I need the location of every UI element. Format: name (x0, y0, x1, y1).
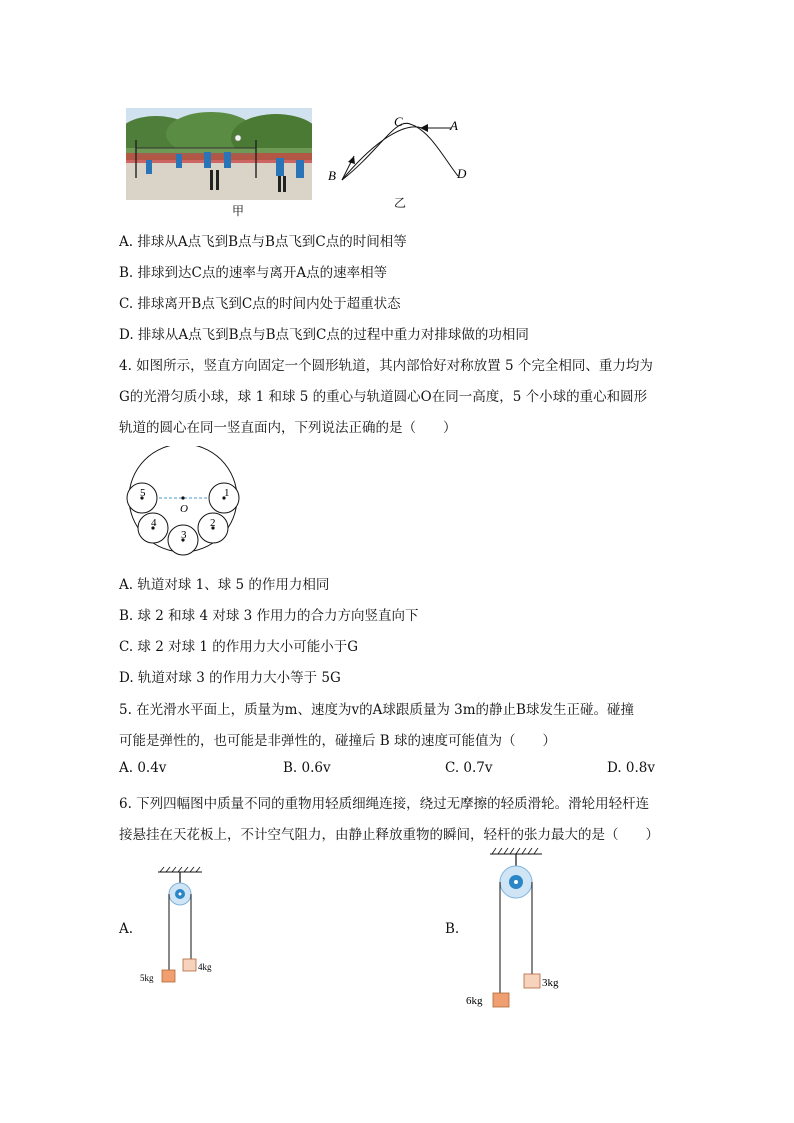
ball-2-label: 2 (210, 517, 216, 529)
q3-option-d: D. 排球从A点飞到B点与B点飞到C点的过程中重力对排球做的功相同 (119, 327, 529, 343)
label-d: D (457, 166, 467, 181)
q5-option-a: A. 0.4v (119, 760, 167, 776)
label-b: B (328, 168, 336, 183)
mass-a-left: 5kg (140, 973, 154, 983)
diagram-caption: 乙 (394, 196, 407, 210)
q6-stem-line2: 接悬挂在天花板上，不计空气阻力，由静止释放重物的瞬间，轻杆的张力最大的是（ ） (119, 827, 659, 843)
q4-option-d: D. 轨道对球 3 的作用力大小等于 5G (119, 670, 341, 686)
q5-stem-line2: 可能是弹性的，也可能是非弹性的，碰撞后 B 球的速度可能值为（ ） (119, 733, 557, 749)
q5-option-d: D. 0.8v (607, 760, 656, 776)
q3-option-a: A. 排球从A点飞到B点与B点飞到C点的时间相等 (119, 234, 407, 250)
mass-b-left: 6kg (466, 995, 483, 1007)
pulley-diagram-b (464, 846, 584, 1012)
q5-stem-line1: 5. 在光滑水平面上，质量为m、速度为v的A球跟质量为 3m的静止B球发生正碰。碰撞 (119, 702, 634, 718)
ball-5-label: 5 (140, 487, 146, 499)
q4-stem-line3: 轨道的圆心在同一竖直面内，下列说法正确的是（ ） (119, 420, 457, 436)
label-c: C (394, 114, 403, 129)
pulley-diagram-a (136, 866, 246, 990)
volleyball-photo (126, 108, 312, 200)
mass-b-right: 3kg (542, 977, 559, 989)
ball-4-label: 4 (151, 517, 157, 529)
center-o-label: O (180, 503, 188, 515)
mass-a-right: 4kg (198, 962, 212, 972)
q6-option-b-label: B. (445, 921, 460, 937)
q6-option-a-label: A. (119, 921, 134, 937)
q3-option-b: B. 排球到达C点的速率与离开A点的速率相等 (119, 265, 388, 281)
q5-option-c: C. 0.7v (445, 760, 493, 776)
q4-option-c: C. 球 2 对球 1 的作用力大小可能小于G (119, 639, 359, 655)
trajectory-diagram (320, 110, 480, 190)
q4-option-b: B. 球 2 和球 4 对球 3 作用力的合力方向竖直向下 (119, 608, 419, 624)
q6-stem-line1: 6. 下列四幅图中质量不同的重物用轻质细绳连接，绕过无摩擦的轻质滑轮。滑轮用轻杆连 (119, 796, 650, 812)
q4-stem-line2: G的光滑匀质小球，球 1 和球 5 的重心与轨道圆心O在同一高度，5 个小球的重心和圆形 (119, 389, 648, 405)
ball-3-label: 3 (181, 529, 187, 541)
q4-option-a: A. 轨道对球 1、球 5 的作用力相同 (119, 577, 330, 593)
label-a: A (450, 118, 458, 133)
q5-option-b: B. 0.6v (283, 760, 331, 776)
photo-caption: 甲 (232, 204, 245, 218)
ball-1-label: 1 (224, 487, 230, 499)
q3-option-c: C. 排球离开B点飞到C点的时间内处于超重状态 (119, 296, 401, 312)
q4-stem-line1: 4. 如图所示，竖直方向固定一个圆形轨道，其内部恰好对称放置 5 个完全相同、重力均为 (119, 358, 653, 374)
circular-track-diagram (124, 446, 242, 558)
